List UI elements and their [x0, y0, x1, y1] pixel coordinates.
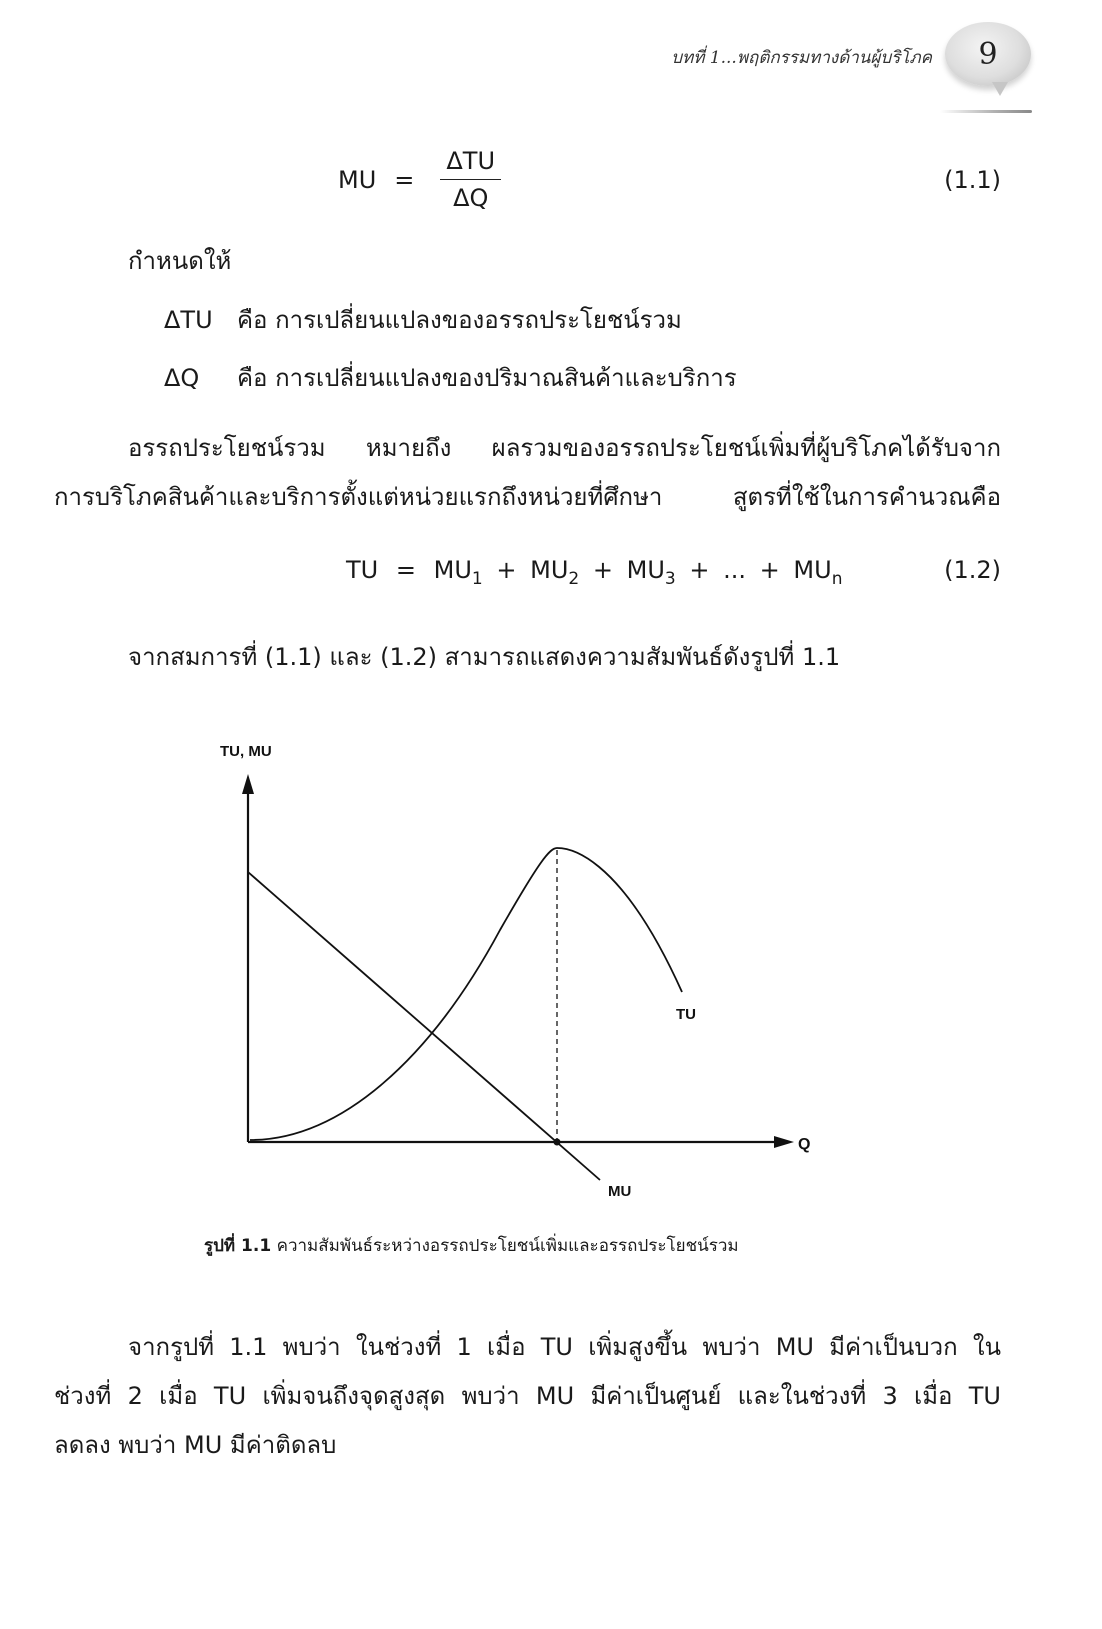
- mu-line-label: MU: [608, 1183, 632, 1200]
- figure-tu-mu-graph: [200, 730, 840, 1210]
- figure-caption: [204, 1232, 739, 1259]
- eq1-lhs: MU: [338, 165, 377, 194]
- paragraph-2: จากสมการที่ (1.1) และ (1.2) สามารถแสดงความสัมพันธ์ดังรูปที่ 1.1: [128, 643, 841, 671]
- equation-1-1: [338, 147, 501, 212]
- eq2-subscript: 3: [664, 568, 676, 589]
- definition-text: คือ การเปลี่ยนแปลงของอรรถประโยชน์รวม: [237, 306, 682, 334]
- eq2-term: MU: [793, 556, 832, 584]
- figure-caption-text: ความสัมพันธ์ระหว่างอรรถประโยชน์เพิ่มและอรรถประโยชน์รวม: [276, 1236, 739, 1256]
- eq2-equals: =: [395, 556, 416, 584]
- paragraph-3-line-2: ช่วงที่ 2 เมื่อ TU เพิ่มจนถึงจุดสูงสุด พบว่า MU มีค่าเป็นศูนย์ และในช่วงที่ 3 เมื่อ TU: [54, 1382, 1001, 1410]
- figure-caption-label: รูปที่ 1.1: [204, 1236, 272, 1256]
- tu-curve-label: TU: [676, 1006, 696, 1023]
- y-axis-label: TU, MU: [220, 743, 272, 760]
- equation-1-2: [346, 556, 842, 589]
- chapter-header-title: บทที่ 1...พฤติกรรมทางด้านผู้บริโภค: [671, 48, 932, 68]
- paragraph-3-line-3: ลดลง พบว่า MU มีค่าติดลบ: [54, 1431, 337, 1459]
- mu-zero-point: [554, 1139, 561, 1146]
- definition-item: [164, 297, 682, 343]
- equation-1-1-number: (1.1): [944, 166, 1001, 194]
- eq2-ellipsis: ...: [723, 556, 747, 584]
- eq1-numerator: ΔTU: [440, 147, 501, 180]
- eq1-fraction: [440, 147, 501, 212]
- mu-line: [248, 872, 600, 1180]
- paragraph-1-line-1: อรรถประโยชน์รวม หมายถึง ผลรวมของอรรถประโยชน์เพิ่มที่ผู้บริโภคได้รับจาก: [128, 434, 1001, 462]
- paragraph-3-line-1: จากรูปที่ 1.1 พบว่า ในช่วงที่ 1 เมื่อ TU เพิ่มสูงขึ้น พบว่า MU มีค่าเป็นบวก ใน: [128, 1333, 1001, 1361]
- eq2-plus: +: [592, 556, 613, 584]
- page-number: 9: [978, 36, 998, 72]
- definition-symbol: ΔQ: [164, 364, 200, 392]
- definition-text: คือ การเปลี่ยนแปลงของปริมาณสินค้าและบริการ: [237, 364, 737, 392]
- definition-item: [164, 355, 737, 401]
- paragraph-1-line-2: การบริโภคสินค้าและบริการตั้งแต่หน่วยแรกถึงหน่วยที่ศึกษา สูตรที่ใช้ในการคำนวณคือ: [54, 483, 1001, 511]
- eq2-term: MU: [530, 556, 569, 584]
- page-number-badge: [945, 22, 1031, 86]
- eq2-term: MU: [626, 556, 665, 584]
- y-axis-arrow: [242, 774, 254, 794]
- eq2-subscript: n: [831, 568, 843, 589]
- page-badge-tail: [992, 82, 1008, 96]
- header-rule: [940, 110, 1032, 113]
- eq1-equals: =: [394, 165, 415, 194]
- eq1-denominator: ΔQ: [453, 184, 489, 212]
- x-axis-arrow: [774, 1136, 794, 1148]
- eq2-plus: +: [759, 556, 780, 584]
- x-axis-label: Q: [798, 1136, 811, 1153]
- eq2-subscript: 1: [471, 568, 483, 589]
- equation-1-2-number: (1.2): [944, 556, 1001, 584]
- eq2-plus: +: [496, 556, 517, 584]
- eq2-subscript: 2: [568, 568, 580, 589]
- eq2-term: MU: [433, 556, 472, 584]
- tu-curve: [250, 848, 682, 1140]
- definitions-intro: กำหนดให้: [128, 247, 232, 275]
- eq2-plus: +: [689, 556, 710, 584]
- definition-symbol: ΔTU: [164, 306, 213, 334]
- eq2-lhs: TU: [346, 556, 379, 584]
